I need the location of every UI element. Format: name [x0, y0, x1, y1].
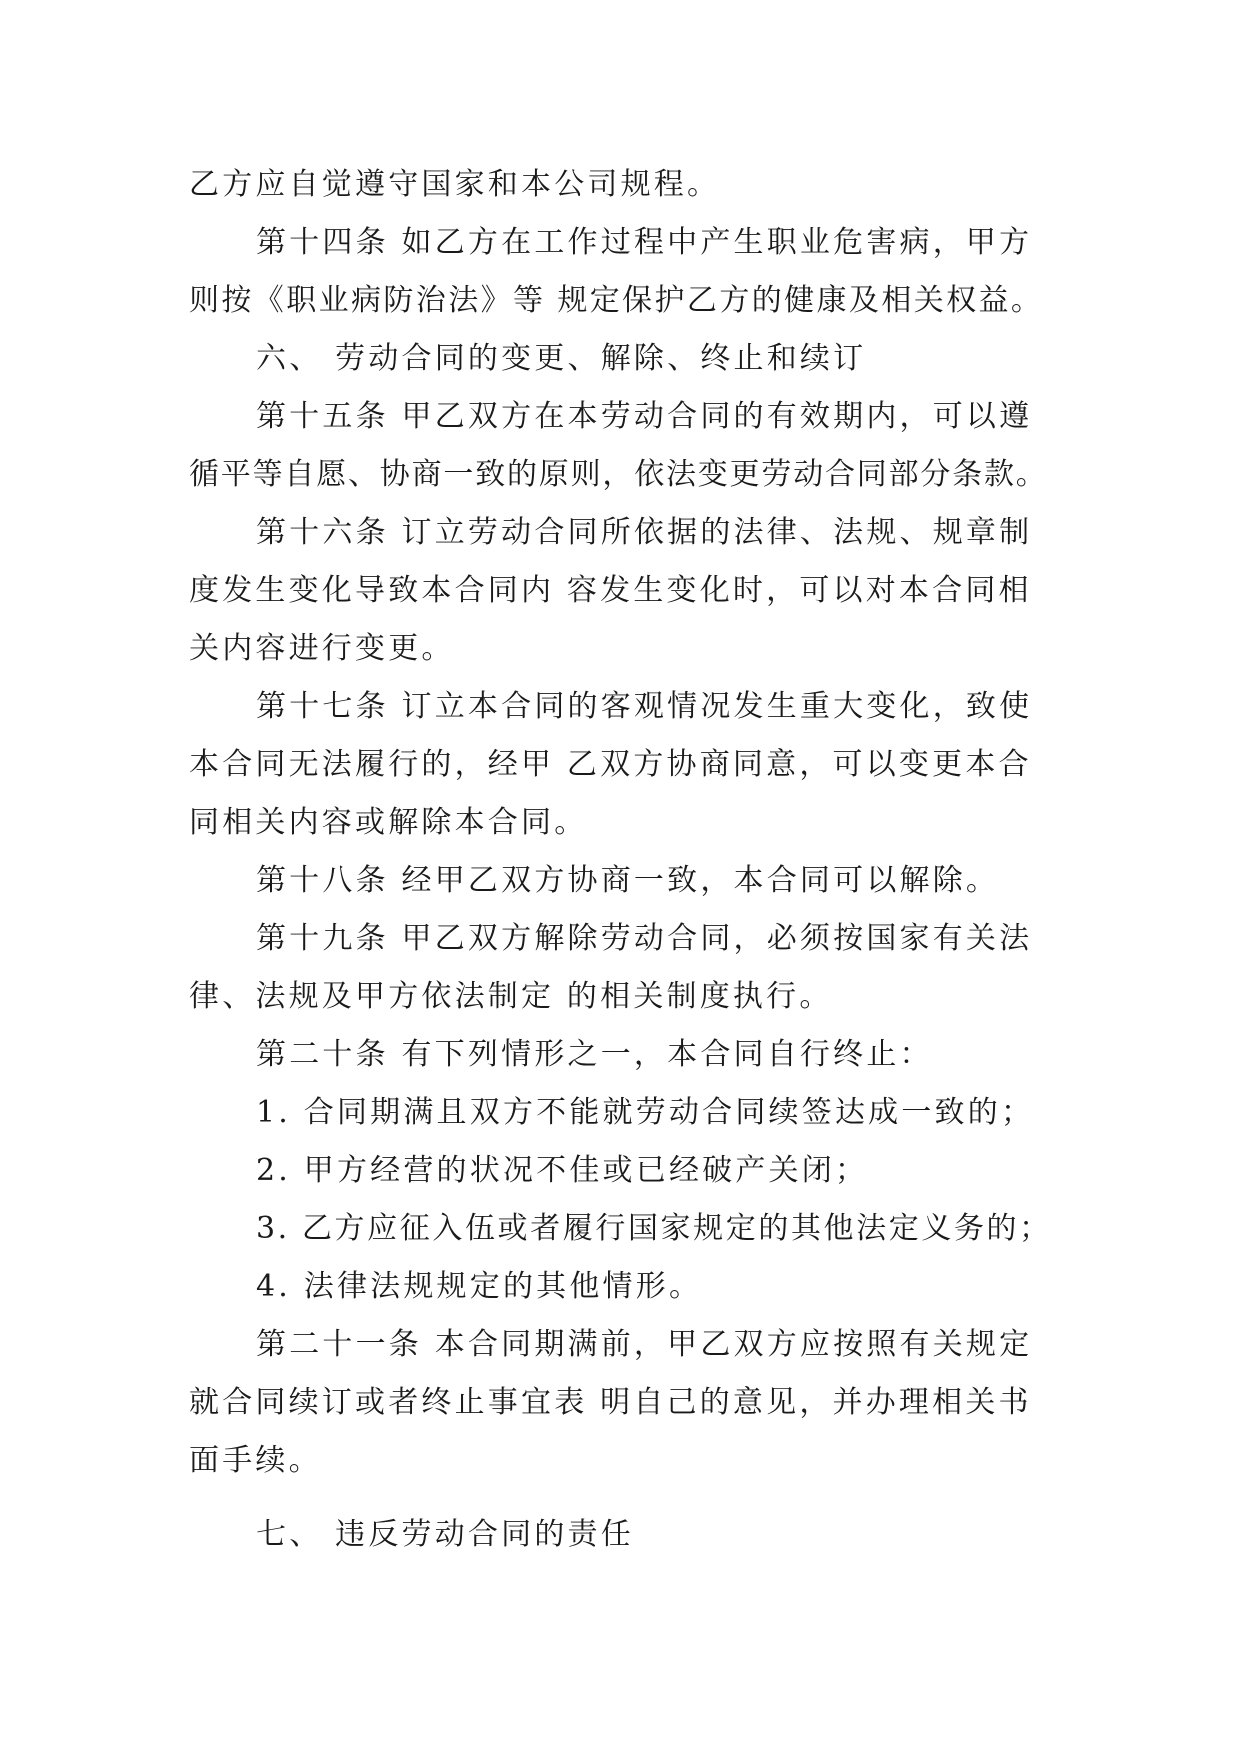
text-line: 度发生变化导致本合同内 容发生变化时，可以对本合同相 [189, 573, 1032, 608]
text-line: 关内容进行变更。 [189, 631, 455, 666]
text-line: 乙方应自觉遵守国家和本公司规程。 [189, 167, 721, 202]
text-line: 面手续。 [189, 1443, 322, 1478]
section-7-heading: 七、 违反劳动合同的责任 [256, 1517, 634, 1552]
article-19-heading-line: 第十九条 甲乙双方解除劳动合同，必须按国家有关法 [256, 921, 1033, 956]
article-15-heading-line: 第十五条 甲乙双方在本劳动合同的有效期内，可以遵 [256, 399, 1033, 434]
article-21-heading-line: 第二十一条 本合同期满前，甲乙双方应按照有关规定 [256, 1327, 1033, 1362]
text-line: 循平等自愿、协商一致的原则，依法变更劳动合同部分条款。 [189, 457, 1048, 492]
list-item-1: 1. 合同期满且双方不能就劳动合同续签达成一致的； [256, 1095, 1035, 1130]
article-18-line: 第十八条 经甲乙双方协商一致，本合同可以解除。 [256, 863, 1000, 898]
text-line: 律、法规及甲方依法制定 的相关制度执行。 [189, 979, 833, 1014]
article-14-heading-line: 第十四条 如乙方在工作过程中产生职业危害病，甲方 [256, 225, 1033, 260]
article-17-heading-line: 第十七条 订立本合同的客观情况发生重大变化，致使 [256, 689, 1033, 724]
list-item-2: 2. 甲方经营的状况不佳或已经破产关闭； [256, 1153, 869, 1188]
text-line: 就合同续订或者终止事宜表 明自己的意见，并办理相关书 [189, 1385, 1032, 1420]
list-item-3: 3. 乙方应征入伍或者履行国家规定的其他法定义务的； [256, 1211, 1052, 1246]
text-line: 则按《职业病防治法》等 规定保护乙方的健康及相关权益。 [189, 283, 1044, 318]
text-line: 同相关内容或解除本合同。 [189, 805, 588, 840]
text-line: 本合同无法履行的，经甲 乙双方协商同意，可以变更本合 [189, 747, 1032, 782]
section-6-heading: 六、 劳动合同的变更、解除、终止和续订 [256, 341, 867, 376]
list-item-4: 4. 法律法规规定的其他情形。 [256, 1269, 703, 1304]
article-16-heading-line: 第十六条 订立劳动合同所依据的法律、法规、规章制 [256, 515, 1033, 550]
article-20-heading-line: 第二十条 有下列情形之一，本合同自行终止： [256, 1037, 933, 1072]
